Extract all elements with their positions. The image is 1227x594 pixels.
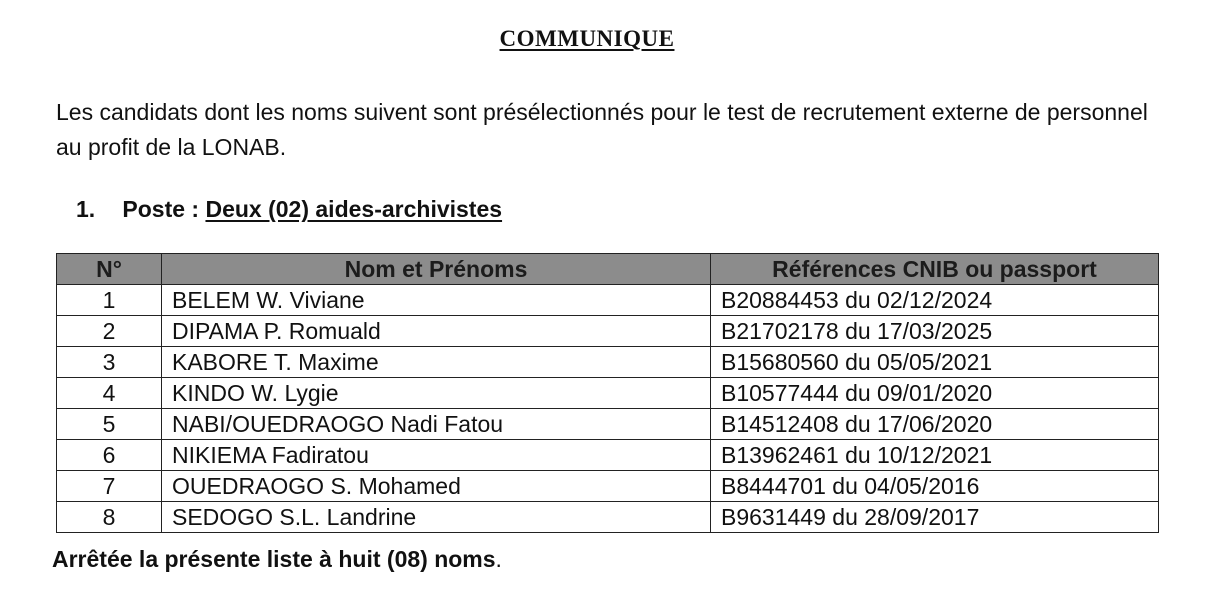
table-row	[57, 347, 1159, 378]
candidate-name: DIPAMA P. Romuald	[162, 316, 711, 347]
candidate-reference: B8444701 du 04/05/2016	[711, 471, 1159, 502]
table-row	[57, 440, 1159, 471]
closing-statement	[52, 546, 502, 573]
candidates-table	[56, 253, 1159, 533]
section-heading	[76, 196, 502, 223]
row-number: 1	[57, 285, 162, 316]
row-number: 4	[57, 378, 162, 409]
candidate-reference: B9631449 du 28/09/2017	[711, 502, 1159, 533]
table-row	[57, 409, 1159, 440]
document-title: COMMUNIQUE	[499, 26, 675, 51]
candidate-name: SEDOGO S.L. Landrine	[162, 502, 711, 533]
row-number: 8	[57, 502, 162, 533]
row-number: 2	[57, 316, 162, 347]
closing-text: Arrêtée la présente liste à huit (08) noms	[52, 546, 496, 572]
header-reference: Références CNIB ou passport	[711, 254, 1159, 285]
table-row	[57, 502, 1159, 533]
candidate-reference: B10577444 du 09/01/2020	[711, 378, 1159, 409]
section-label: Poste :	[122, 196, 200, 222]
candidate-name: KABORE T. Maxime	[162, 347, 711, 378]
candidate-name: NIKIEMA Fadiratou	[162, 440, 711, 471]
table-row	[57, 285, 1159, 316]
candidate-reference: B15680560 du 05/05/2021	[711, 347, 1159, 378]
candidate-name: NABI/OUEDRAOGO Nadi Fatou	[162, 409, 711, 440]
row-number: 6	[57, 440, 162, 471]
intro-paragraph: Les candidats dont les noms suivent sont présélectionnés pour le test de recrutement externe de personnel au profit de la LONAB.	[56, 99, 1148, 160]
table-header-row	[57, 254, 1159, 285]
candidate-name: OUEDRAOGO S. Mohamed	[162, 471, 711, 502]
row-number: 3	[57, 347, 162, 378]
candidate-reference: B20884453 du 02/12/2024	[711, 285, 1159, 316]
closing-period: .	[495, 546, 502, 572]
row-number: 7	[57, 471, 162, 502]
row-number: 5	[57, 409, 162, 440]
header-number: N°	[57, 254, 162, 285]
candidate-reference: B14512408 du 17/06/2020	[711, 409, 1159, 440]
section-number: 1.	[76, 196, 96, 222]
candidate-name: BELEM W. Viviane	[162, 285, 711, 316]
candidate-reference: B13962461 du 10/12/2021	[711, 440, 1159, 471]
candidate-reference: B21702178 du 17/03/2025	[711, 316, 1159, 347]
table-row	[57, 471, 1159, 502]
table-row	[57, 378, 1159, 409]
post-title: Deux (02) aides-archivistes	[205, 196, 503, 222]
candidate-name: KINDO W. Lygie	[162, 378, 711, 409]
header-name: Nom et Prénoms	[162, 254, 711, 285]
table-row	[57, 316, 1159, 347]
